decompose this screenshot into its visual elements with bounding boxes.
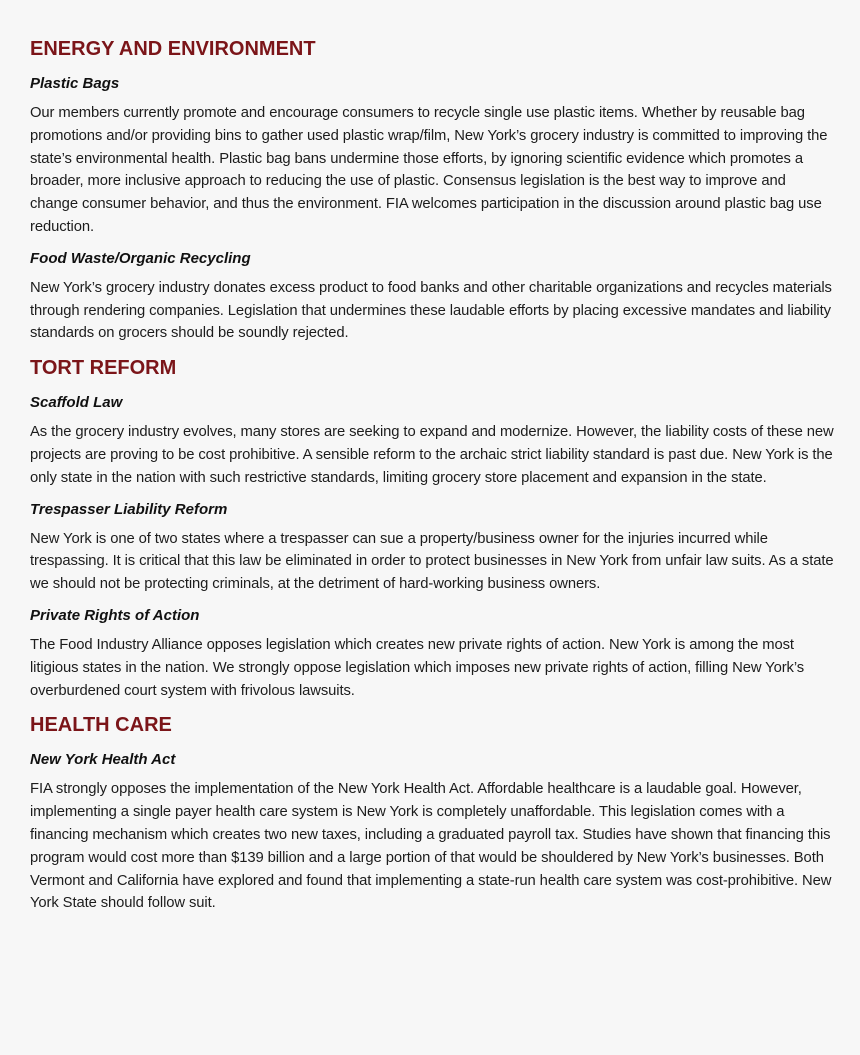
paragraph: The Food Industry Alliance opposes legislation which creates new private rights of action. New York is among the most litigious states in the nation. We strongly oppose legislation which imposes new private rights of action, filling New York’s overburdened court system with frivolous lawsuits. bbox=[30, 636, 805, 699]
section-heading: ENERGY AND ENVIRONMENT bbox=[30, 38, 316, 60]
sub-heading: Plastic Bags bbox=[30, 75, 120, 92]
paragraph: FIA strongly opposes the implementation of the New York Health Act. Affordable healthcare is a laudable goal. However, implementing a single payer health care system is New York is completely unaffordable. This legislation comes with a financing mechanism which creates two new taxes, including a graduated payroll tax. Studies have shown that financing this program would cost more than $139 billion and a large portion of that would be shouldered by New York’s businesses. Both Vermont and California have explored and found that implementing a state-run health care system was cost-prohibitive. New York State should follow suit. bbox=[30, 781, 832, 912]
sub-heading: Food Waste/Organic Recycling bbox=[30, 249, 251, 267]
paragraph: As the grocery industry evolves, many stores are seeking to expand and modernize. However, the liability costs of these new projects are proving to be cost prohibitive. A sensible reform to the archaic strict liability standard is past due. New York is the only state in the nation with such restrictive standards, limiting grocery store placement and expansion in the state. bbox=[30, 424, 834, 486]
section-tort-reform bbox=[30, 355, 834, 702]
sub-heading: New York Health Act bbox=[30, 751, 176, 769]
paragraph: New York is one of two states where a trespasser can sue a property/business owner for the injuries incurred while trespassing. It is critical that this law be eliminated in order to protect businesses in New York from unfair law suits. As a state we should not be protecting criminals, at the detriment of hard-working business owners. bbox=[30, 530, 834, 593]
section-health-care bbox=[30, 712, 834, 915]
sub-heading: Private Rights of Action bbox=[30, 606, 200, 624]
subsection-private-rights bbox=[30, 606, 834, 702]
subsection-new-york-health-act bbox=[30, 750, 834, 915]
paragraph: Our members currently promote and encourage consumers to recycle single use plastic items. Whether by reusable bag promotions and/or providing bins to gather used plastic wrap/film, New York’s grocery industry is committed to improving the state’s environmental health. Plastic bag bans undermine those efforts, by ignoring scientific evidence which promotes a broader, more inclusive approach to reducing the use of plastic. Consensus legislation is the best way to improve and change consumer behavior, and thus the environment. FIA welcomes participation in the discussion around plastic bag use reduction. bbox=[30, 105, 828, 235]
section-heading: TORT REFORM bbox=[30, 357, 177, 380]
section-energy-environment bbox=[30, 36, 834, 345]
section-heading: HEALTH CARE bbox=[30, 714, 172, 737]
subsection-food-waste bbox=[30, 249, 834, 345]
subsection-trespasser-liability bbox=[30, 500, 834, 596]
sub-heading: Scaffold Law bbox=[30, 394, 123, 412]
sub-heading: Trespasser Liability Reform bbox=[30, 500, 228, 518]
subsection-scaffold-law bbox=[30, 393, 834, 489]
subsection-plastic-bags bbox=[30, 74, 834, 239]
paragraph: New York’s grocery industry donates excess product to food banks and other charitable organizations and recycles materials through rendering companies. Legislation that undermines these laudable efforts by placing excessive mandates and liability standards on grocers should be soundly rejected. bbox=[30, 279, 832, 342]
